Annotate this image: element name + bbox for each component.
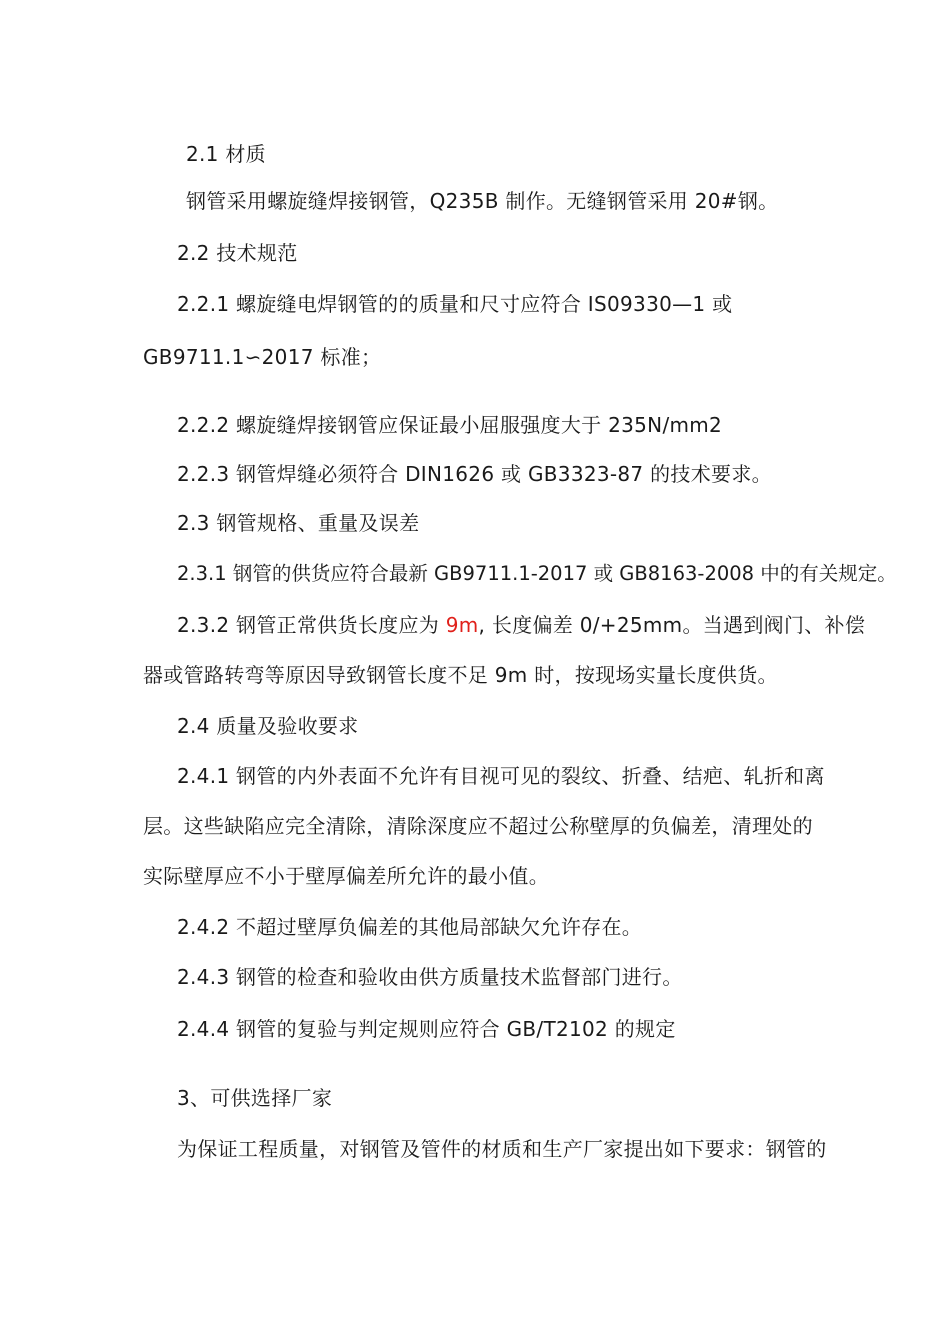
section-2-4-heading: 2.4 质量及验收要求 [177, 714, 359, 738]
section-3-heading: 3、可供选择厂家 [177, 1086, 333, 1110]
section-2-3-2-line-1 [177, 612, 865, 638]
section-2-2-heading: 2.2 技术规范 [177, 241, 298, 265]
section-2-3-2-text-post: , 长度偏差 0/+25mm。当遇到阀门、补偿 [478, 613, 866, 637]
section-2-3-2-text-pre: 2.3.2 钢管正常供货长度应为 [177, 613, 446, 637]
section-2-3-2-line-2: 器或管路转弯等原因导致钢管长度不足 9m 时，按现场实量长度供货。 [143, 663, 778, 687]
section-2-4-1-line-1: 2.4.1 钢管的内外表面不允许有目视可见的裂纹、折叠、结疤、轧折和离 [177, 764, 825, 788]
section-2-1-body: 钢管采用螺旋缝焊接钢管，Q235B 制作。无缝钢管采用 20#钢。 [186, 189, 779, 213]
length-highlight: 9m [445, 613, 479, 637]
section-2-2-1-line-2: GB9711.1∽2017 标准； [143, 345, 382, 369]
section-2-1-heading: 2.1 材质 [186, 142, 266, 166]
section-2-2-3: 2.2.3 钢管焊缝必须符合 DIN1626 或 GB3323-87 的技术要求。 [177, 462, 772, 486]
section-2-4-1-line-2: 层。这些缺陷应完全清除，清除深度应不超过公称壁厚的负偏差，清理处的 [143, 814, 813, 838]
section-2-3-1: 2.3.1 钢管的供货应符合最新 GB9711.1-2017 或 GB8163-2008 中的有关规定。 [177, 562, 897, 585]
section-2-4-4: 2.4.4 钢管的复验与判定规则应符合 GB/T2102 的规定 [177, 1017, 676, 1041]
section-2-4-2: 2.4.2 不超过壁厚负偏差的其他局部缺欠允许存在。 [177, 915, 643, 939]
section-2-4-3: 2.4.3 钢管的检查和验收由供方质量技术监督部门进行。 [177, 965, 683, 989]
section-2-4-1-line-3: 实际壁厚应不小于壁厚偏差所允许的最小值。 [143, 864, 549, 888]
section-2-3-heading: 2.3 钢管规格、重量及误差 [177, 511, 420, 535]
section-3-body: 为保证工程质量，对钢管及管件的材质和生产厂家提出如下要求：钢管的 [177, 1137, 827, 1161]
section-2-2-2: 2.2.2 螺旋缝焊接钢管应保证最小屈服强度大于 235N/mm2 [177, 413, 723, 437]
section-2-2-1-line-1: 2.2.1 螺旋缝电焊钢管的的质量和尺寸应符合 IS09330—1 或 [177, 292, 733, 316]
